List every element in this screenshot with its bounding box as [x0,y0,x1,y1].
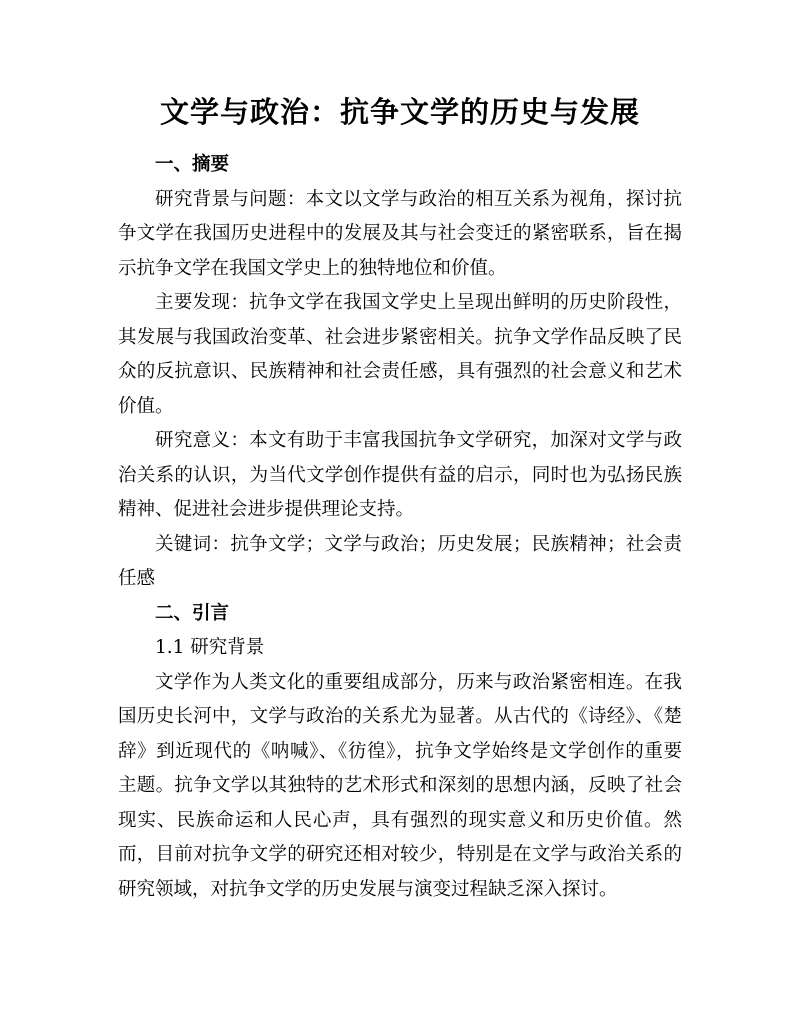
subsection-heading-background: 1.1 研究背景 [155,637,265,658]
paragraph-keywords: 关键词：抗争文学；文学与政治；历史发展；民族精神；社会责任感 [118,533,682,589]
paragraph-background: 研究背景与问题：本文以文学与政治的相互关系为视角，探讨抗争文学在我国历史进程中的发展及其与社会变迁的紧密联系，旨在揭示抗争文学在我国文学史上的独特地位和价值。 [118,188,682,279]
section-heading-abstract: 一、摘要 [155,154,230,175]
paragraph-significance: 研究意义：本文有助于丰富我国抗争文学研究，加深对文学与政治关系的认识，为当代文学创作提供有益的启示，同时也为弘扬民族精神、促进社会进步提供理论支持。 [118,430,682,520]
section-heading-introduction: 二、引言 [155,602,230,624]
paragraph-research-background: 文学作为人类文化的重要组成部分，历来与政治紧密相连。在我国历史长河中，文学与政治的关系尤为显著。从古代的《诗经》、《楚辞》到近现代的《呐喊》、《彷徨》，抗争文学始终是文学创作的重要主题。抗争文学以其独特的艺术形式和深刻的思想内涵，反映了社会现实、民族命运和人民心声，具有强烈的现实意义和历史价值。然而，目前对抗争文学的研究还相对较少，特别是在文学与政治关系的研究领域，对抗争文学的历史发展与演变过程缺乏深入探讨。 [118,671,682,900]
document-body [118,148,682,907]
paragraph-findings: 主要发现：抗争文学在我国文学史上呈现出鲜明的历史阶段性，其发展与我国政治变革、社会进步紧密相关。抗争文学作品反映了民众的反抗意识、民族精神和社会责任感，具有强烈的社会意义和艺术价值。 [118,292,682,417]
page-title: 文学与政治：抗争文学的历史与发展 [159,95,640,129]
